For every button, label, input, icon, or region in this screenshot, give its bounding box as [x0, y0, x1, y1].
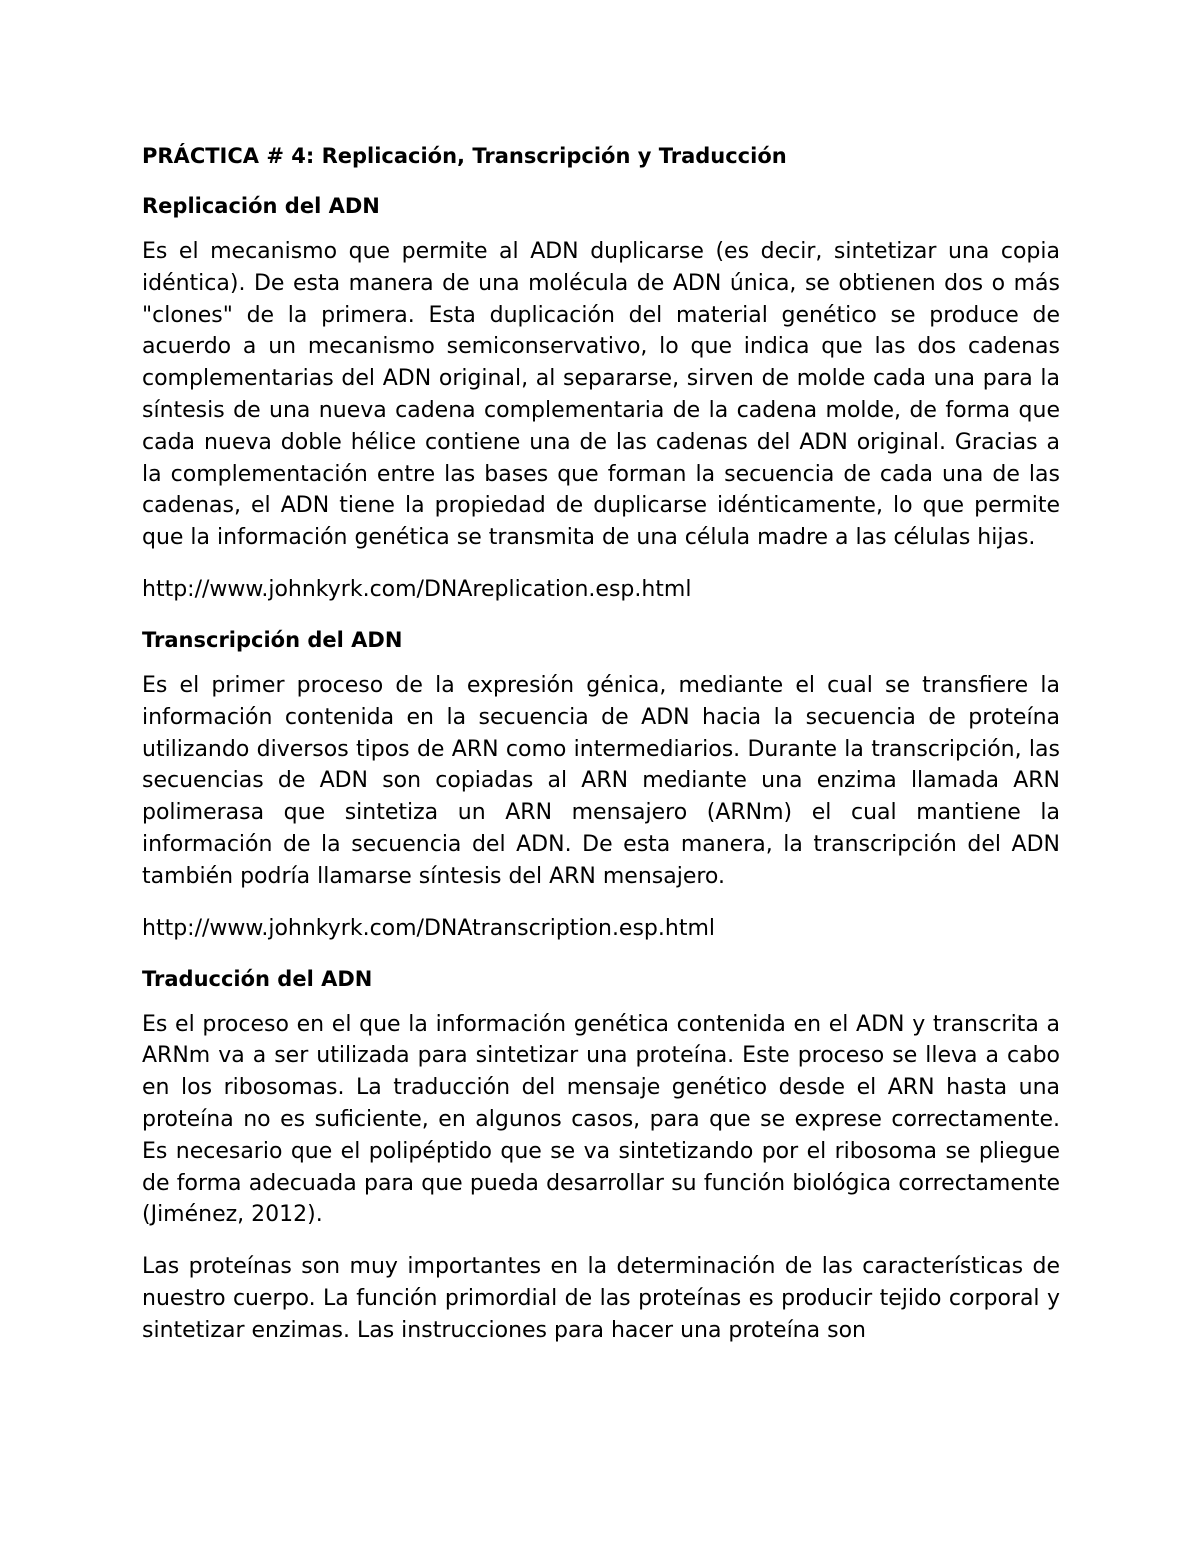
paragraph-replication: Es el mecanismo que permite al ADN duplicarse (es decir, sintetizar una copia idéntica). De esta manera de una molécula de ADN única, se obtienen dos o más "clones" de la primera. Esta duplicación del material genético se produce de acuerdo a un mecanismo semiconservativo, lo que indica que las dos cadenas complementarias del ADN original, al separarse, sirven de molde cada una para la síntesis de una nueva cadena complementaria de la cadena molde, de forma que cada nueva doble hélice contiene una de las cadenas del ADN original. Gracias a la complementación entre las bases que forman la secuencia de cada una de las cadenas, el ADN tiene la propiedad de duplicarse idénticamente, lo que permite que la información genética se transmita de una célula madre a las células hijas. — [142, 239, 1060, 551]
section-heading-transcription: Transcripción del ADN — [142, 627, 403, 652]
section-transcription — [142, 624, 1060, 945]
document-page — [142, 140, 1060, 1553]
section-translation — [142, 963, 1060, 1347]
paragraph-transcription: Es el primer proceso de la expresión génica, mediante el cual se transfiere la información contenida en la secuencia de ADN hacia la secuencia de proteína utilizando diversos tipos de ARN como intermediarios. Durante la transcripción, las secuencias de ADN son copiadas al ARN mediante una enzima llamada ARN polimerasa que sintetiza un ARN mensajero (ARNm) el cual mantiene la información de la secuencia del ADN. De esta manera, la transcripción del ADN también podría llamarse síntesis del ARN mensajero. — [142, 672, 1060, 889]
paragraph-proteins: Las proteínas son muy importantes en la determinación de las características de nuestro cuerpo. La función primordial de las proteínas es producir tejido corporal y sintetizar enzimas. Las instrucciones para hacer una proteína son — [142, 1254, 1060, 1343]
link-transcription: http://www.johnkyrk.com/DNAtranscription.esp.html — [142, 915, 715, 941]
document-title: PRÁCTICA # 4: Replicación, Transcripción y Traducción — [142, 144, 787, 168]
section-replication — [142, 190, 1060, 606]
section-heading-replication: Replicación del ADN — [142, 194, 380, 218]
paragraph-translation: Es el proceso en el que la información genética contenida en el ADN y transcrita a ARNm va a ser utilizada para sintetizar una proteína. Este proceso se lleva a cabo en los ribosomas. La traducción del mensaje genético desde el ARN hasta una proteína no es suficiente, en algunos casos, para que se exprese correctamente. Es necesario que el polipéptido que se va sintetizando por el ribosoma se pliegue de forma adecuada para que pueda desarrollar su función biológica correctamente (Jiménez, 2012). — [142, 1011, 1060, 1228]
link-replication: http://www.johnkyrk.com/DNAreplication.esp.html — [142, 576, 692, 602]
section-heading-translation: Traducción del ADN — [142, 966, 373, 991]
